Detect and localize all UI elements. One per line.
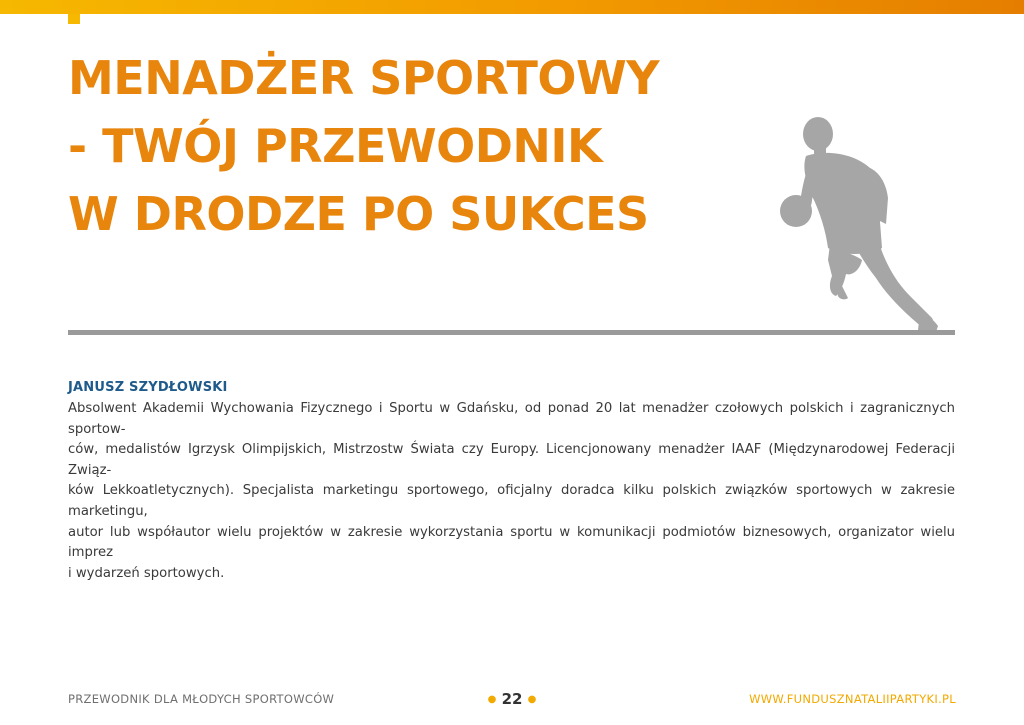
page-number-value: 22 — [501, 690, 523, 708]
page-number — [486, 690, 538, 708]
top-accent-tab — [68, 14, 80, 24]
footer-publication-title: PRZEWODNIK DLA MŁODYCH SPORTOWCÓW — [68, 692, 335, 706]
title-line-2: - TWÓJ PRZEWODNIK — [68, 119, 603, 173]
title-line-1: MENADŻER SPORTOWY — [68, 51, 660, 105]
bullet-icon: ● — [487, 694, 497, 705]
bio-line: Absolwent Akademii Wychowania Fizycznego i Sportu w Gdańsku, od ponad 20 lat menadżer czołowych polskich i zagranicznych sportow- — [68, 401, 955, 437]
bio-line: autor lub współautor wielu projektów w zakresie wykorzystania sportu w komunikacji podmiotów biznesowych, organizator wielu imprez — [68, 524, 955, 561]
section-divider — [68, 330, 955, 335]
bio-line: ków Lekkoatletycznych). Specjalista marketingu sportowego, oficjalny doradca kilku polskich związków sportowych w zakresie marketingu, — [68, 483, 955, 519]
bio-line: i wydarzeń sportowych. — [68, 565, 225, 581]
footer-website-link[interactable]: WWW.FUNDUSZNATALIIPARTYKI.PL — [749, 692, 956, 706]
top-accent-bar — [0, 0, 1024, 14]
title-line-3: W DRODZE PO SUKCES — [68, 187, 649, 241]
basketball-player-silhouette-icon — [772, 114, 972, 336]
author-bio — [68, 399, 955, 584]
bullet-icon: ● — [527, 694, 537, 705]
page-title — [68, 44, 659, 248]
author-name: JANUSZ SZYDŁOWSKI — [68, 380, 228, 395]
bio-line: ców, medalistów Igrzysk Olimpijskich, Mistrzostw Świata czy Europy. Licencjonowany menadżer IAAF (Międzynarodowej Federacji Związ- — [68, 442, 955, 478]
